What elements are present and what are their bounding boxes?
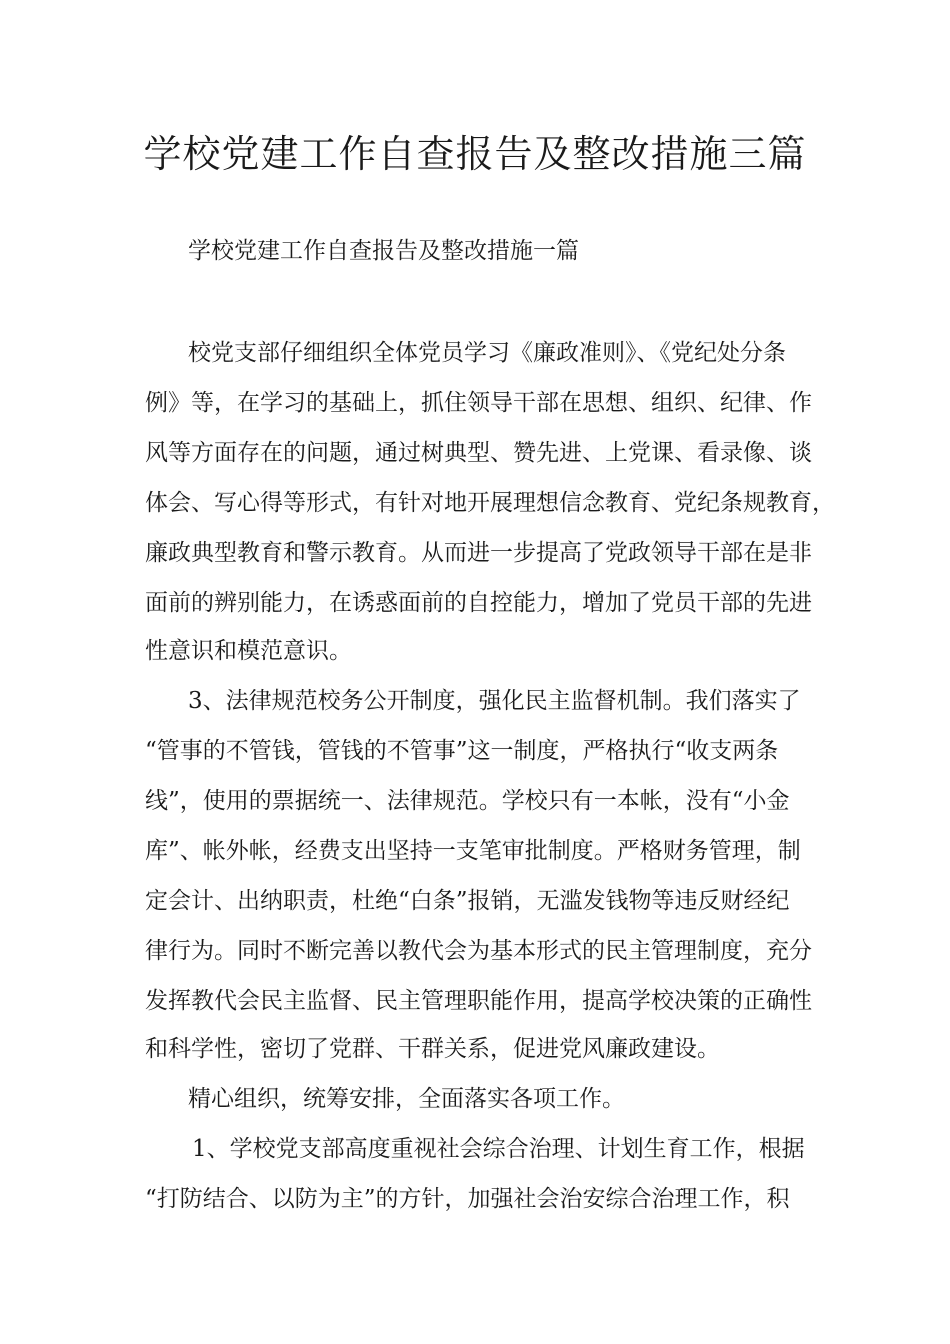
body-line: 律行为。同时不断完善以教代会为基本形式的民主管理制度，充分 bbox=[145, 938, 812, 964]
body-line: 3、法律规范校务公开制度，强化民主监督机制。我们落实了 bbox=[188, 688, 801, 714]
body-line: “管事的不管钱，管钱的不管事”这一制度，严格执行“收支两条 bbox=[145, 738, 779, 764]
body-line: 面前的辨别能力，在诱惑面前的自控能力，增加了党员干部的先进 bbox=[145, 590, 812, 616]
document-title: 学校党建工作自查报告及整改措施三篇 bbox=[143, 132, 807, 176]
body-line: 定会计、出纳职责，杜绝“白条”报销，无滥发钱物等违反财经纪 bbox=[145, 888, 790, 914]
body-line: 体会、写心得等形式，有针对地开展理想信念教育、党纪条规教育， bbox=[145, 490, 835, 516]
body-line: 和科学性，密切了党群、干群关系，促进党风廉政建设。 bbox=[145, 1036, 720, 1062]
document-subtitle: 学校党建工作自查报告及整改措施一篇 bbox=[188, 238, 579, 264]
body-line: 校党支部仔细组织全体党员学习《廉政准则》、《党纪处分条 bbox=[188, 340, 786, 366]
body-line: “打防结合、以防为主”的方针，加强社会治安综合治理工作，积 bbox=[145, 1186, 790, 1212]
body-line: 1、学校党支部高度重视社会综合治理、计划生育工作，根据 bbox=[192, 1136, 805, 1162]
body-line: 风等方面存在的问题，通过树典型、赞先进、上党课、看录像、谈 bbox=[145, 440, 812, 466]
body-line: 线”，使用的票据统一、法律规范。学校只有一本帐，没有“小金 bbox=[145, 788, 790, 814]
body-line: 精心组织，统筹安排，全面落实各项工作。 bbox=[188, 1086, 625, 1112]
body-line: 发挥教代会民主监督、民主管理职能作用，提高学校决策的正确性 bbox=[145, 988, 812, 1014]
body-line: 例》等，在学习的基础上，抓住领导干部在思想、组织、纪律、作 bbox=[145, 390, 812, 416]
body-line: 性意识和模范意识。 bbox=[145, 638, 352, 664]
body-line: 廉政典型教育和警示教育。从而进一步提高了党政领导干部在是非 bbox=[145, 540, 812, 566]
body-line: 库”、帐外帐，经费支出坚持一支笔审批制度。严格财务管理，制 bbox=[145, 838, 801, 864]
